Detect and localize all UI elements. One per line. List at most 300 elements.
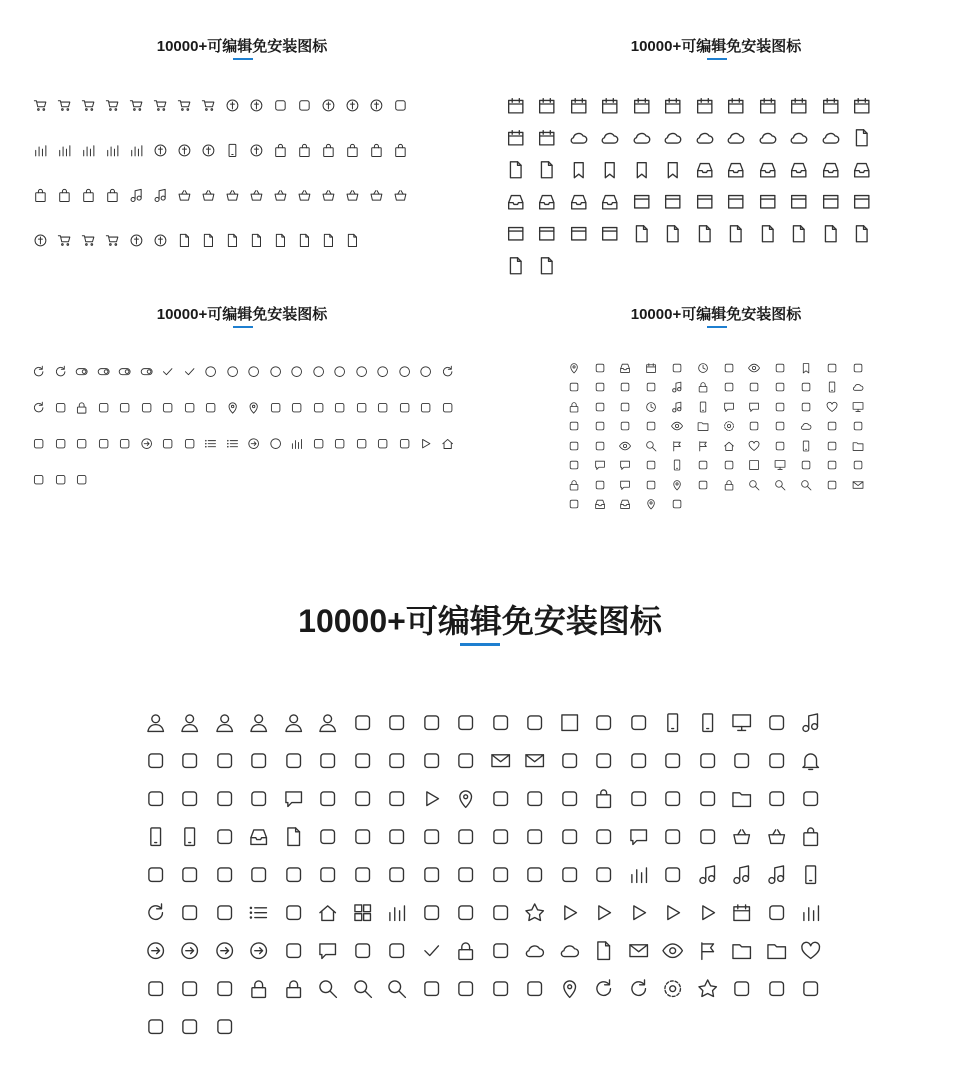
flag-icon xyxy=(664,436,690,456)
inbox-remove-icon xyxy=(784,154,816,186)
pie-chart-icon xyxy=(28,128,52,173)
receipt-icon xyxy=(172,218,196,263)
crosshair-icon xyxy=(50,390,72,426)
split-icon xyxy=(50,426,72,462)
mobile-icon xyxy=(664,456,690,476)
picture-icon xyxy=(819,475,845,495)
palette-icon xyxy=(380,742,415,780)
cloud-check-icon xyxy=(563,122,595,154)
lifebuoy-icon xyxy=(793,456,819,476)
backspace-icon xyxy=(329,426,351,462)
inbox-upload-icon xyxy=(595,186,627,218)
bike-icon xyxy=(690,456,716,476)
camera-icon xyxy=(819,358,845,378)
inbox-flag-icon xyxy=(752,154,784,186)
window-search-icon xyxy=(815,186,847,218)
cursor-icon xyxy=(483,894,518,932)
settings-icon xyxy=(656,970,691,1008)
calendar-close-icon xyxy=(815,90,847,122)
window-check-icon xyxy=(626,186,658,218)
control-start-icon xyxy=(518,894,553,932)
basket-home-icon xyxy=(220,173,244,218)
chat-2-icon xyxy=(613,475,639,495)
bulb-icon xyxy=(819,456,845,476)
cart-icon xyxy=(28,83,52,128)
info-icon xyxy=(415,390,437,426)
inbox-prev-icon xyxy=(815,154,847,186)
camrecorder-icon xyxy=(345,932,380,970)
window-download-icon xyxy=(658,186,690,218)
magnifier-remove-icon xyxy=(380,970,415,1008)
basket-search-icon xyxy=(364,173,388,218)
banknotes-icon xyxy=(148,173,172,218)
icon-grid xyxy=(28,83,418,263)
globe-alt-icon xyxy=(656,780,691,818)
arrow-left-icon xyxy=(207,932,242,970)
calculator-icon xyxy=(587,818,622,856)
coin-dollar-icon xyxy=(316,83,340,128)
eject-icon xyxy=(50,462,72,498)
support-icon xyxy=(345,856,380,894)
calendar-edit-icon xyxy=(689,90,721,122)
calendar-add-icon xyxy=(721,90,753,122)
cloud-upload-icon xyxy=(793,417,819,437)
cloud-upload-icon xyxy=(815,122,847,154)
bolt-icon xyxy=(793,378,819,398)
receipt-franc-icon xyxy=(292,218,316,263)
list-icon xyxy=(200,426,222,462)
slide-right-icon xyxy=(308,390,330,426)
rss-icon xyxy=(561,378,587,398)
graph-icon xyxy=(380,894,415,932)
pin-up-icon xyxy=(243,390,265,426)
calendar-upload-icon xyxy=(532,122,564,154)
calendar-remove-icon xyxy=(595,90,627,122)
cloud-download-icon xyxy=(518,932,553,970)
coin-franc-icon xyxy=(364,83,388,128)
divide-icon xyxy=(71,426,93,462)
basket-check-icon xyxy=(196,173,220,218)
headphones-icon xyxy=(138,818,173,856)
folder-2-icon xyxy=(725,932,760,970)
star-icon xyxy=(690,970,725,1008)
file-next-icon xyxy=(752,218,784,250)
flag-2-icon xyxy=(690,436,716,456)
circle-return-icon xyxy=(394,354,416,390)
window-upload-icon xyxy=(500,218,532,250)
receipt-euro-icon xyxy=(268,218,292,263)
shuffle-icon xyxy=(28,426,50,462)
cloud-remove-icon xyxy=(626,122,658,154)
fullscreen-icon xyxy=(437,390,459,426)
basket-icon xyxy=(172,173,196,218)
photos-icon xyxy=(767,417,793,437)
credit-card-icon xyxy=(725,742,760,780)
panel-title: 10000+可编辑免安装图标 xyxy=(630,38,802,55)
coin-pound-2-icon xyxy=(148,218,172,263)
file-add-icon xyxy=(500,250,532,282)
dropbox-icon xyxy=(552,704,587,742)
chart-box-icon xyxy=(286,426,308,462)
home-icon xyxy=(311,894,346,932)
comment-icon xyxy=(276,780,311,818)
mail-icon xyxy=(845,475,871,495)
loop-icon xyxy=(50,354,72,390)
trolley-remove-icon xyxy=(100,218,124,263)
ghost-icon xyxy=(345,742,380,780)
sliders-2-icon xyxy=(638,456,664,476)
notebook-icon xyxy=(794,704,829,742)
bag-close-icon xyxy=(52,173,76,218)
basket-download-icon xyxy=(244,173,268,218)
presentation-icon xyxy=(561,436,587,456)
grid-icon xyxy=(345,894,380,932)
corner-right-icon xyxy=(200,390,222,426)
dislike-icon xyxy=(449,894,484,932)
action-redo-icon xyxy=(173,856,208,894)
share-alt-icon xyxy=(483,856,518,894)
bag-upload-icon xyxy=(100,173,124,218)
user-2-icon xyxy=(173,704,208,742)
window-check-2-icon xyxy=(532,218,564,250)
heart-icon xyxy=(794,932,829,970)
box-icon xyxy=(742,456,768,476)
file-music-icon xyxy=(689,218,721,250)
notebook-icon xyxy=(664,397,690,417)
hourglass-icon xyxy=(587,358,613,378)
directions-icon xyxy=(311,818,346,856)
badge-icon xyxy=(138,780,173,818)
compass-icon xyxy=(587,417,613,437)
anchor-icon xyxy=(587,397,613,417)
circle-plus-icon xyxy=(308,354,330,390)
key-icon xyxy=(173,970,208,1008)
clock-icon xyxy=(561,397,587,417)
music-note-icon xyxy=(759,856,794,894)
control-play-icon xyxy=(587,894,622,932)
briefcase-icon xyxy=(656,818,691,856)
tab-icon xyxy=(28,462,50,498)
clock-icon xyxy=(449,932,484,970)
bag-check-icon xyxy=(292,128,316,173)
coin-cent-icon xyxy=(148,128,172,173)
logout-icon xyxy=(173,894,208,932)
cup-icon xyxy=(414,818,449,856)
earphones-icon xyxy=(173,818,208,856)
cloud-block-icon xyxy=(658,122,690,154)
drawer-icon xyxy=(242,818,277,856)
diamond-arrows-icon xyxy=(136,426,158,462)
tag-2-icon xyxy=(613,378,639,398)
loop-icon xyxy=(138,894,173,932)
help-icon xyxy=(690,475,716,495)
note-icon xyxy=(690,856,725,894)
lock-open-icon xyxy=(276,970,311,1008)
male-icon xyxy=(561,495,587,515)
coins-icon xyxy=(244,128,268,173)
magnet-icon xyxy=(207,742,242,780)
warning-icon xyxy=(561,417,587,437)
trash-icon xyxy=(276,856,311,894)
paper-plane-icon xyxy=(449,970,484,1008)
refresh-icon xyxy=(28,354,50,390)
panel-title: 10000+可编辑免安装图标 xyxy=(156,306,328,323)
book-icon xyxy=(767,358,793,378)
expand-diagonal-icon xyxy=(93,390,115,426)
slide-left-icon xyxy=(286,390,308,426)
photo-icon xyxy=(742,417,768,437)
call-in-icon xyxy=(518,818,553,856)
panel-title: 10000+可编辑免安装图标 xyxy=(630,306,802,323)
plus-icon xyxy=(518,970,553,1008)
alarm-icon xyxy=(638,397,664,417)
diamond-icon xyxy=(380,818,415,856)
history-icon xyxy=(690,358,716,378)
receipt-dollar-icon xyxy=(244,218,268,263)
dribbble-icon xyxy=(587,704,622,742)
volume-off-icon xyxy=(207,1008,242,1046)
chevrons-up-icon xyxy=(157,390,179,426)
width-icon xyxy=(93,426,115,462)
map-icon xyxy=(664,495,690,515)
circle-up-icon xyxy=(372,354,394,390)
cart-close-icon xyxy=(148,83,172,128)
shield-icon xyxy=(621,704,656,742)
frame-icon xyxy=(690,780,725,818)
target-icon xyxy=(587,378,613,398)
gear-icon xyxy=(716,417,742,437)
node-up-icon xyxy=(351,390,373,426)
coin-colon-icon xyxy=(244,83,268,128)
symbol-female-icon xyxy=(725,970,760,1008)
hourglass-icon xyxy=(276,742,311,780)
file-edit-icon xyxy=(815,218,847,250)
shuffle-icon xyxy=(449,856,484,894)
trophy-icon xyxy=(767,436,793,456)
coin-cedi-icon xyxy=(220,83,244,128)
map-pin-icon xyxy=(561,358,587,378)
user-icon xyxy=(138,704,173,742)
calculator-icon xyxy=(793,397,819,417)
cart-upload-icon xyxy=(196,83,220,128)
basket-refresh-icon xyxy=(316,173,340,218)
basket-close-icon xyxy=(340,173,364,218)
calendar-search-icon xyxy=(847,90,879,122)
key-icon xyxy=(716,456,742,476)
bar-chart-icon xyxy=(794,894,829,932)
panel-title: 10000+可编辑免安装图标 xyxy=(156,38,328,55)
height-icon xyxy=(114,426,136,462)
coin-peso-icon xyxy=(124,218,148,263)
phone-icon xyxy=(819,378,845,398)
facebook-icon xyxy=(518,704,553,742)
like-icon xyxy=(276,894,311,932)
main-title: 10000+可编辑免安装图标 xyxy=(298,603,662,639)
bag-download-icon xyxy=(340,128,364,173)
window-remove-icon xyxy=(689,186,721,218)
banknote-icon xyxy=(124,173,148,218)
window-close-icon xyxy=(784,186,816,218)
title-underline xyxy=(233,326,253,328)
disc-icon xyxy=(621,742,656,780)
enter-icon xyxy=(394,426,416,462)
file-block-icon xyxy=(784,218,816,250)
document-check-icon xyxy=(847,122,879,154)
title-underline xyxy=(707,58,727,60)
file-flag-icon xyxy=(532,250,564,282)
share-icon xyxy=(518,856,553,894)
home-box-icon xyxy=(437,426,459,462)
cloud-download-icon xyxy=(595,122,627,154)
circle-undo-icon xyxy=(243,354,265,390)
calendar-next-icon xyxy=(626,90,658,122)
pie-chart-icon xyxy=(621,856,656,894)
file-home-icon xyxy=(500,154,532,186)
compass-icon xyxy=(449,818,484,856)
question-icon xyxy=(587,856,622,894)
tag-icon xyxy=(664,358,690,378)
crosshair-icon xyxy=(613,397,639,417)
bar-chart-icon xyxy=(52,128,76,173)
inbox-check-icon xyxy=(689,154,721,186)
zoom-out-icon xyxy=(793,475,819,495)
main-title-underline xyxy=(460,643,500,646)
bar-chart-up-icon xyxy=(124,128,148,173)
control-forward-icon xyxy=(656,894,691,932)
calendar-heart-icon xyxy=(563,90,595,122)
tumblr-icon xyxy=(483,704,518,742)
arrow-down-icon xyxy=(242,932,277,970)
inbox-close-icon xyxy=(500,186,532,218)
rotate-icon xyxy=(437,354,459,390)
diamond-icon xyxy=(292,83,316,128)
youtube-icon xyxy=(414,704,449,742)
magic-wand-icon xyxy=(242,742,277,780)
calendar-star-icon xyxy=(500,122,532,154)
speedometer-icon xyxy=(380,704,415,742)
cart-search-icon xyxy=(172,83,196,128)
circle-corner-icon xyxy=(222,354,244,390)
home-icon xyxy=(716,436,742,456)
basket-loaded-icon xyxy=(725,818,760,856)
cloud-upload-icon xyxy=(552,932,587,970)
crop-icon xyxy=(690,742,725,780)
map-pin-2-icon xyxy=(638,495,664,515)
block-icon xyxy=(690,378,716,398)
bag-coin-icon xyxy=(76,173,100,218)
coin-pound-icon xyxy=(196,128,220,173)
calendar-icon xyxy=(725,894,760,932)
play-box-icon xyxy=(415,426,437,462)
drop-icon xyxy=(207,818,242,856)
graduation-cap-icon xyxy=(311,742,346,780)
eye-icon xyxy=(664,417,690,437)
camera-icon xyxy=(380,932,415,970)
calendar-block-icon xyxy=(658,90,690,122)
size-actual-icon xyxy=(414,856,449,894)
mobile-icon xyxy=(690,704,725,742)
receipt-cent-icon xyxy=(316,218,340,263)
info-circle-icon xyxy=(265,426,287,462)
eye-2-icon xyxy=(613,436,639,456)
bag-icon xyxy=(794,818,829,856)
columns-icon xyxy=(638,475,664,495)
window-star-icon xyxy=(847,186,879,218)
control-rewind-icon xyxy=(552,894,587,932)
arrow-right-icon xyxy=(173,932,208,970)
user-add-icon xyxy=(242,704,277,742)
inbox-refresh-icon xyxy=(847,154,879,186)
bag-home-icon xyxy=(316,128,340,173)
trolley-check-icon xyxy=(76,218,100,263)
info-icon xyxy=(587,436,613,456)
bar-chart-down-icon xyxy=(100,128,124,173)
tablet-icon xyxy=(690,397,716,417)
tag-icon xyxy=(311,856,346,894)
paper-clip-icon xyxy=(414,970,449,1008)
shopping-bag-icon xyxy=(268,128,292,173)
move-icon xyxy=(656,742,691,780)
icon-grid xyxy=(561,358,871,514)
chat-icon xyxy=(716,397,742,417)
bulb-icon xyxy=(759,894,794,932)
headphones-icon xyxy=(793,436,819,456)
envelope-icon xyxy=(621,932,656,970)
trophy-icon xyxy=(345,704,380,742)
window-download-2-icon xyxy=(595,218,627,250)
file-download-icon xyxy=(532,154,564,186)
inbox-download-icon xyxy=(721,154,753,186)
cloud-icon xyxy=(845,378,871,398)
chevrons-down-icon xyxy=(136,390,158,426)
icon-grid xyxy=(500,90,890,282)
title-underline xyxy=(707,326,727,328)
calendar-icon xyxy=(638,358,664,378)
cloud-add-icon xyxy=(689,122,721,154)
line-chart-icon xyxy=(76,128,100,173)
receipt-colon-icon xyxy=(340,218,364,263)
printer-icon xyxy=(345,780,380,818)
note-icon xyxy=(664,378,690,398)
image-icon xyxy=(845,358,871,378)
coin-euro-icon xyxy=(340,83,364,128)
pin-icon xyxy=(449,780,484,818)
control-pause-icon xyxy=(621,894,656,932)
inbox-search-icon xyxy=(532,186,564,218)
toggle-off-icon xyxy=(114,354,136,390)
bookmark-2-icon xyxy=(595,154,627,186)
compass-2-icon xyxy=(819,436,845,456)
map-icon xyxy=(518,780,553,818)
tablet-icon xyxy=(656,704,691,742)
cloud-refresh-icon xyxy=(721,122,753,154)
credit-card-icon xyxy=(268,83,292,128)
inbox-down-icon xyxy=(587,495,613,515)
circle-close-icon xyxy=(329,354,351,390)
playlist-icon xyxy=(414,780,449,818)
call-end-icon xyxy=(552,818,587,856)
battery-half-icon xyxy=(742,378,768,398)
wallet-icon xyxy=(207,780,242,818)
node-right-icon xyxy=(329,390,351,426)
cart-refresh-icon xyxy=(124,83,148,128)
list-icon xyxy=(242,894,277,932)
window-add-icon xyxy=(721,186,753,218)
dropdown-icon xyxy=(351,426,373,462)
picture-icon xyxy=(483,780,518,818)
receipt-cedi-icon xyxy=(220,218,244,263)
search-icon xyxy=(638,436,664,456)
